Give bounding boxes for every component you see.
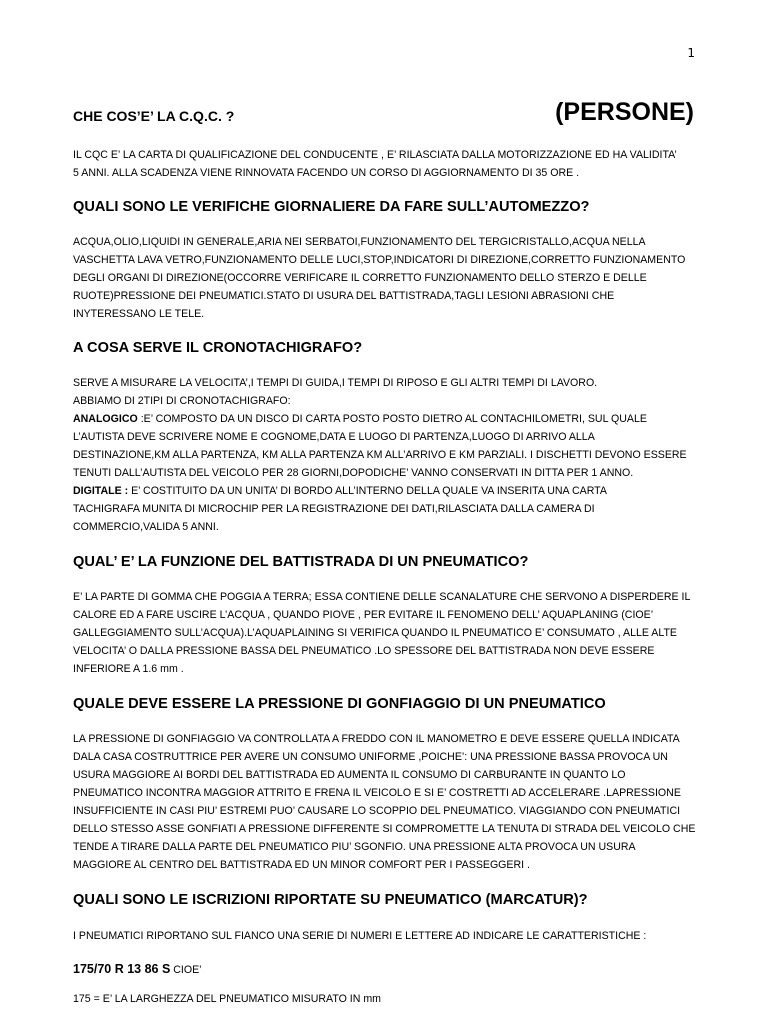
section-marcatura-heading	[73, 892, 697, 908]
body-line: MAGGIORE AL CENTRO DEL BATTISTRADA ED UN MINOR COMFORT PER I PASSEGGERI .	[73, 859, 530, 871]
body-line: ACQUA,OLIO,LIQUIDI IN GENERALE,ARIA NEI SERBATOI,FUNZIONAMENTO DEL TERGICRISTALLO,ACQUA NELLA	[73, 236, 646, 248]
section-battistrada-heading	[73, 554, 697, 570]
body-line: TENDE A TIRARE DALLA PARTE DEL PNEUMATICO PIU’ SGONFIO. UNA PRESSIONE ALTA PROVOCA UN USURA	[73, 841, 636, 853]
body-line: DEGLI ORGANI DI DIREZIONE(OCCORRE VERIFICARE IL CORRETTO FUNZIONAMENTO DELLO STERZO E DELLE	[73, 272, 647, 284]
body-line: DALA CASA COSTRUTTRICE PER AVERE UN CONSUMO UNIFORME ,POICHE’: UNA PRESSIONE BASSA PROVOCA UN	[73, 751, 668, 763]
tyre-code-suffix: CIOE’	[170, 964, 202, 976]
body-line: USURA MAGGIORE AI BORDI DEL BATTISTRADA ED AUMENTA IL CONSUMO DI CARBURANTE IN QUANTO LO	[73, 769, 626, 781]
intro-line: IL CQC E’ LA CARTA DI QUALIFICAZIONE DEL CONDUCENTE , E’ RILASCIATA DALLA MOTORIZZAZIONE ED HA VALIDITA’	[73, 149, 677, 161]
page-title: CHE COS’E’ LA C.Q.C. ?	[73, 108, 235, 124]
digitale-label: DIGITALE :	[73, 485, 129, 497]
body-line: PNEUMATICO INCONTRA MAGGIOR ATTRITO E FRENA IL VEICOLO E SI E’ COSTRETTI AD ACCELERARE .LAPRESSIONE	[73, 787, 681, 799]
body-line: INSUFFICIENTE IN CASI PIU’ ESTREMI PUO’ CAUSARE LO SCOPPIO DEL PNEUMATICO. VIAGGIANDO CON PNEUMATICI	[73, 805, 681, 817]
body-line: VELOCITA’ O DALLA PRESSIONE BASSA DEL PNEUMATICO .LO SPESSORE DEL BATTISTRADA NON DEVE ESSERE	[73, 645, 655, 657]
analogico-text: :E’ COMPOSTO DA UN DISCO DI CARTA POSTO POSTO DIETRO AL CONTACHILOMETRI, SUL QUALE	[137, 413, 647, 425]
body-line: E’ LA PARTE DI GOMMA CHE POGGIA A TERRA; ESSA CONTIENE DELLE SCANALATURE CHE SERVONO A DISPERDERE IL	[73, 591, 691, 603]
digitale-line	[73, 482, 697, 500]
title-row	[73, 97, 694, 129]
body-line: LA PRESSIONE DI GONFIAGGIO VA CONTROLLATA A FREDDO CON IL MANOMETRO E DEVE ESSERE QUELLA INDICATA	[73, 733, 680, 745]
tyre-code-line	[73, 960, 697, 979]
body-line: CALORE ED A FARE USCIRE L’ACQUA , QUANDO PIOVE , PER EVITARE IL FENOMENO DELL’ AQUAPLANING (CIOE’	[73, 609, 654, 621]
body-line: L’AUTISTA DEVE SCRIVERE NOME E COGNOME,DATA E LUOGO DI PARTENZA,LUOGO DI ARRIVO ALLA	[73, 431, 595, 443]
intro-paragraph	[73, 146, 697, 182]
analogico-label: ANALOGICO	[73, 413, 138, 425]
section-verifiche-body	[73, 233, 697, 323]
section-pressione-heading	[73, 696, 697, 712]
section-cronotachigrafo-heading	[73, 340, 697, 356]
body-line: RUOTE)PRESSIONE DEI PNEUMATICI.STATO DI USURA DEL BATTISTRADA,TAGLI LESIONI ABRASIONI CHE	[73, 290, 615, 302]
body-line: ABBIAMO DI 2TIPI DI CRONOTACHIGRAFO:	[73, 395, 291, 407]
body-line: TENUTI DALL’AUTISTA DEL VEICOLO PER 28 GIORNI,DOPODICHE’ VANNO CONSERVATI IN DITTA PER 1 ANNO.	[73, 467, 634, 479]
body-line: COMMERCIO,VALIDA 5 ANNI.	[73, 521, 219, 533]
body-line: 175 = E’ LA LARGHEZZA DEL PNEUMATICO MISURATO IN mm	[73, 993, 381, 1005]
intro-line: 5 ANNI. ALLA SCADENZA VIENE RINNOVATA FACENDO UN CORSO DI AGGIORNAMENTO DI 35 ORE .	[73, 167, 580, 179]
section-heading: QUAL’ E’ LA FUNZIONE DEL BATTISTRADA DI UN PNEUMATICO?	[73, 554, 529, 570]
title-category: (PERSONE)	[555, 98, 694, 126]
digitale-text: E’ COSTITUITO DA UN UNITA’ DI BORDO ALL’INTERNO DELLA QUALE VA INSERITA UNA CARTA	[128, 485, 607, 497]
section-marcatura-line1	[73, 927, 697, 945]
body-line: SERVE A MISURARE LA VELOCITA’,I TEMPI DI GUIDA,I TEMPI DI RIPOSO E GLI ALTRI TEMPI DI LAVORO.	[73, 377, 598, 389]
section-battistrada-body	[73, 588, 697, 678]
body-line: TACHIGRAFA MUNITA DI MICROCHIP PER LA REGISTRAZIONE DEI DATI,RILASCIATA DALLA CAMERA DI	[73, 503, 595, 515]
page-number: 1	[687, 46, 695, 60]
section-heading: A COSA SERVE IL CRONOTACHIGRAFO?	[73, 340, 363, 356]
tyre-code: 175/70 R 13 86 S	[73, 962, 171, 976]
body-line: DELLO STESSO ASSE GONFIATI A PRESSIONE DIFFERENTE SI COMPROMETTE LA TENUTA DI STRADA DEL VEICOLO CHE	[73, 823, 696, 835]
section-pressione-body	[73, 730, 697, 874]
section-heading: QUALI SONO LE ISCRIZIONI RIPORTATE SU PNEUMATICO (MARCATUR)?	[73, 892, 588, 908]
body-line: DESTINAZIONE,KM ALLA PARTENZA, KM ALLA PARTENZA KM ALL’ARRIVO E KM PARZIALI. I DISCHETTI DEVONO ESSERE	[73, 449, 687, 461]
analogico-line	[73, 410, 697, 428]
body-line: INFERIORE A 1.6 mm .	[73, 663, 184, 675]
body-line: I PNEUMATICI RIPORTANO SUL FIANCO UNA SERIE DI NUMERI E LETTERE AD INDICARE LE CARATTERISTICHE :	[73, 930, 647, 942]
body-line: VASCHETTA LAVA VETRO,FUNZIONAMENTO DELLE LUCI,STOP,INDICATORI DI DIREZIONE,CORRETTO FUNZIONAMENTO	[73, 254, 686, 266]
section-verifiche-heading	[73, 199, 697, 215]
tyre-code-row	[73, 960, 697, 979]
body-line: INYTERESSANO LE TELE.	[73, 308, 205, 320]
section-marcatura-line3	[73, 990, 697, 1008]
section-heading: QUALE DEVE ESSERE LA PRESSIONE DI GONFIAGGIO DI UN PNEUMATICO	[73, 696, 606, 712]
section-cronotachigrafo-body	[73, 374, 697, 536]
body-line: GALLEGGIAMENTO SULL’ACQUA).L’AQUAPLAINING SI VERIFICA QUANDO IL PNEUMATICO E’ CONSUMATO , ALLE ALTE	[73, 627, 677, 639]
section-heading: QUALI SONO LE VERIFICHE GIORNALIERE DA FARE SULL’AUTOMEZZO?	[73, 199, 590, 215]
